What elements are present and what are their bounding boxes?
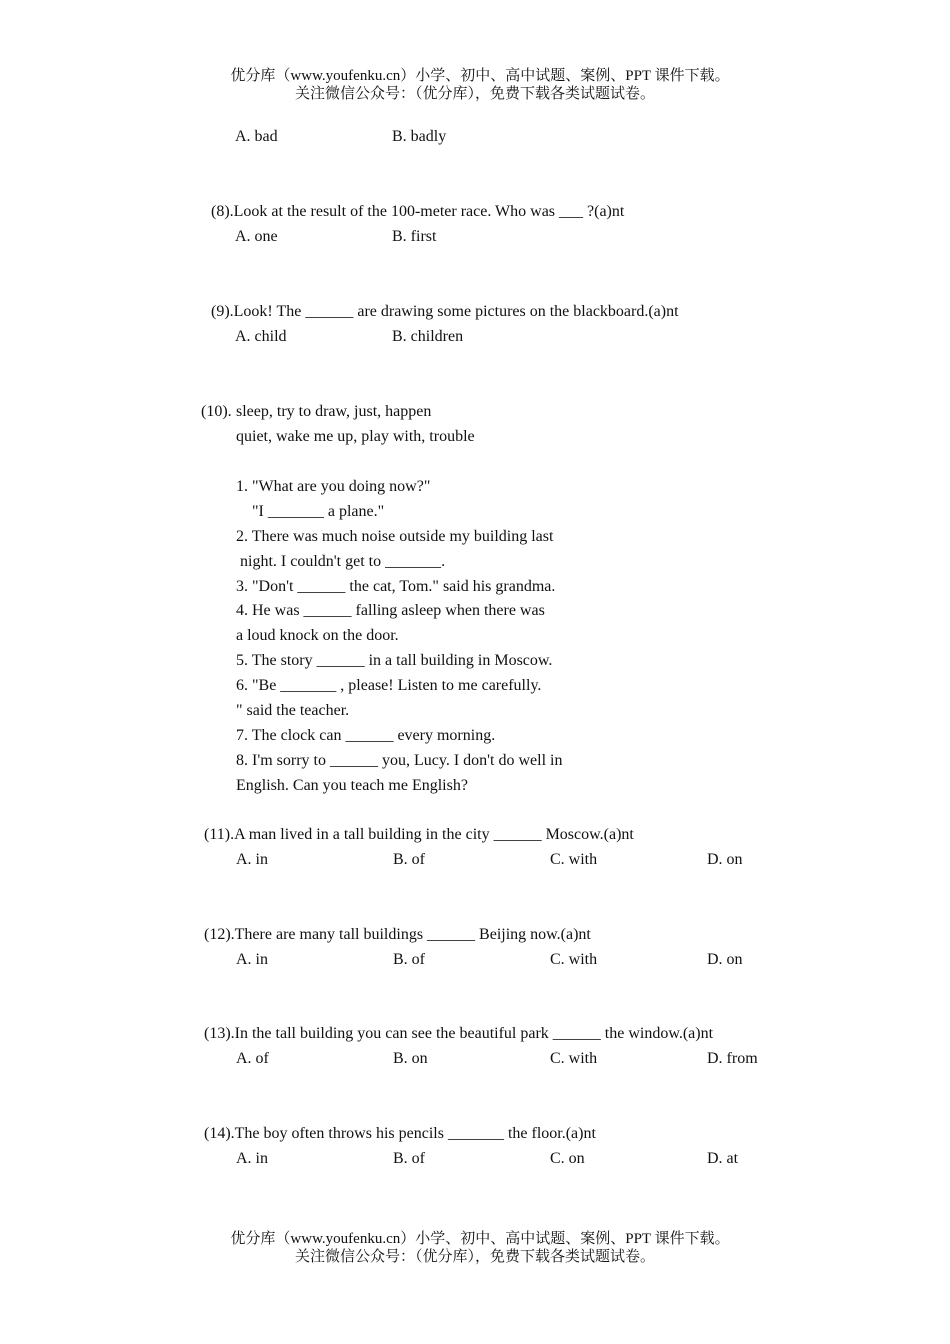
q10-line: 3. "Don't ______ the cat, Tom." said his grandma. <box>236 578 556 595</box>
q10-line: English. Can you teach me English? <box>236 777 468 794</box>
q8-question <box>211 202 624 222</box>
q11-option-c: C. with <box>550 851 598 868</box>
q14-text: The boy often throws his pencils _______ the floor.(a)nt <box>234 1125 596 1142</box>
q14-option-d: D. at <box>707 1150 739 1167</box>
q10-line: 6. "Be _______ , please! Listen to me carefully. <box>236 677 542 694</box>
q7-option-a: A. bad <box>235 128 278 145</box>
q13-question <box>204 1024 713 1044</box>
q10-word-bank-line-2: quiet, wake me up, play with, trouble <box>236 428 475 445</box>
q10-line: a loud knock on the door. <box>236 627 399 644</box>
q13-option-c: C. with <box>550 1050 598 1067</box>
q10-number: (10). <box>201 403 232 420</box>
q10-line: "I _______ a plane." <box>252 503 385 520</box>
q12-option-b: B. of <box>393 951 425 968</box>
q10-line: night. I couldn't get to _______. <box>240 553 446 570</box>
q12-text: There are many tall buildings ______ Beijing now.(a)nt <box>234 926 591 943</box>
q14-option-c: C. on <box>550 1150 585 1167</box>
q9-number: (9). <box>211 303 234 320</box>
q14-number: (14). <box>204 1125 235 1142</box>
q8-number: (8). <box>211 203 234 220</box>
page-footer <box>0 1230 950 1266</box>
q13-option-b: B. on <box>393 1050 428 1067</box>
header-line-1: 优分库（www.youfenku.cn）小学、初中、高中试题、案例、PPT 课件下载。 <box>230 68 730 84</box>
q10-line: 8. I'm sorry to ______ you, Lucy. I don't do well in <box>236 752 563 769</box>
header-line-2: 关注微信公众号：（优分库），免费下载各类试题试卷。 <box>294 86 655 102</box>
q10-line: 5. The story ______ in a tall building in Moscow. <box>236 652 553 669</box>
q11-option-b: B. of <box>393 851 425 868</box>
q11-number: (11). <box>204 826 235 843</box>
q8-option-a: A. one <box>235 228 278 245</box>
q9-question <box>211 302 679 322</box>
q10-word-bank-line-1: sleep, try to draw, just, happen <box>236 403 432 420</box>
q12-option-c: C. with <box>550 951 598 968</box>
q11-option-d: D. on <box>707 851 743 868</box>
q12-question <box>204 925 591 945</box>
q8-text: Look at the result of the 100-meter race. Who was ___ ?(a)nt <box>233 203 625 220</box>
footer-line-1: 优分库（www.youfenku.cn）小学、初中、高中试题、案例、PPT 课件下载。 <box>230 1231 730 1247</box>
footer-line-2: 关注微信公众号：（优分库），免费下载各类试题试卷。 <box>294 1249 655 1265</box>
q12-number: (12). <box>204 926 235 943</box>
q14-question <box>204 1124 596 1144</box>
q14-option-a: A. in <box>236 1150 268 1167</box>
q11-text: A man lived in a tall building in the city ______ Moscow.(a)nt <box>234 826 634 843</box>
q13-option-d: D. from <box>707 1050 758 1067</box>
q10-line: 2. There was much noise outside my building last <box>236 528 554 545</box>
q8-option-b: B. first <box>392 228 437 245</box>
q12-option-d: D. on <box>707 951 743 968</box>
q14-option-b: B. of <box>393 1150 425 1167</box>
q11-option-a: A. in <box>236 851 268 868</box>
q13-option-a: A. of <box>236 1050 269 1067</box>
q12-option-a: A. in <box>236 951 268 968</box>
q10-line: 4. He was ______ falling asleep when there was <box>236 602 545 619</box>
q11-question <box>204 825 634 845</box>
q10-line: 1. "What are you doing now?" <box>236 478 431 495</box>
q10-line: 7. The clock can ______ every morning. <box>236 727 496 744</box>
q9-option-b: B. children <box>392 328 464 345</box>
q9-option-a: A. child <box>235 328 287 345</box>
q7-option-b: B. badly <box>392 128 447 145</box>
page-header <box>0 67 950 103</box>
q9-text: Look! The ______ are drawing some pictures on the blackboard.(a)nt <box>233 303 679 320</box>
q13-text: In the tall building you can see the beautiful park ______ the window.(a)nt <box>234 1025 714 1042</box>
q10-line: " said the teacher. <box>236 702 350 719</box>
q13-number: (13). <box>204 1025 235 1042</box>
